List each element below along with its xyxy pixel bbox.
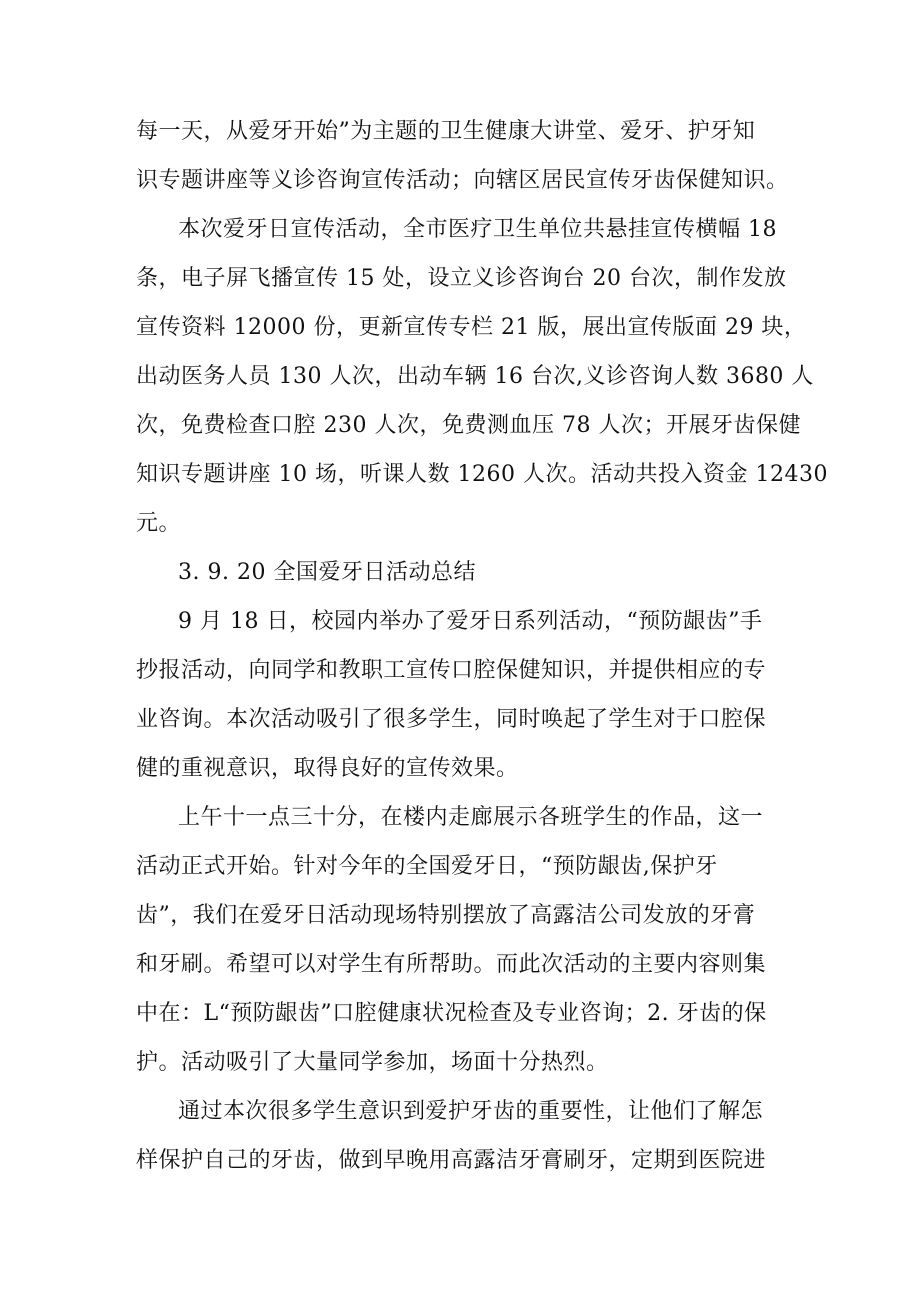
text-line: 元。 xyxy=(136,511,182,536)
text-line: 每一天，从爱牙开始”为主题的卫生健康大讲堂、爱牙、护牙知 xyxy=(136,119,756,144)
text-line: 识专题讲座等义诊咨询宣传活动；向辖区居民宣传牙齿保健知识。 xyxy=(136,168,789,193)
text-line: 通过本次很多学生意识到爱护牙齿的重要性，让他们了解怎 xyxy=(178,1099,764,1124)
text-line: 本次爱牙日宣传活动，全市医疗卫生单位共悬挂宣传横幅 18 xyxy=(178,217,777,242)
text-line: 和牙刷。希望可以对学生有所帮助。而此次活动的主要内容则集 xyxy=(136,952,767,977)
text-line: 9 月 18 日，校园内举办了爱牙日系列活动，“预防龈齿”手 xyxy=(178,609,763,634)
text-line: 活动正式开始。针对今年的全国爱牙日，“预防龈齿,保护牙 xyxy=(136,854,718,879)
text-line: 知识专题讲座 10 场，听课人数 1260 人次。活动共投入资金 12430 xyxy=(136,462,828,487)
text-line: 宣传资料 12000 份，更新宣传专栏 21 版，展出宣传版面 29 块， xyxy=(136,315,807,340)
text-line: 次，免费检查口腔 230 人次，免费测血压 78 人次；开展牙齿保健 xyxy=(136,413,801,438)
section-heading: 3. 9. 20 全国爱牙日活动总结 xyxy=(178,560,476,585)
text-line: 样保护自己的牙齿，做到早晚用高露洁牙膏刷牙，定期到医院进 xyxy=(136,1148,767,1173)
text-line: 上午十一点三十分，在楼内走廊展示各班学生的作品，这一 xyxy=(178,805,764,830)
text-line: 健的重视意识，取得良好的宣传效果。 xyxy=(136,756,519,781)
text-line: 条，电子屏飞播宣传 15 处，设立义诊咨询台 20 台次，制作发放 xyxy=(136,266,787,291)
text-line: 业咨询。本次活动吸引了很多学生，同时唤起了学生对于口腔保 xyxy=(136,707,767,732)
text-line: 中在：L“预防龈齿”口腔健康状况检查及专业咨询；2. 牙齿的保 xyxy=(136,1001,767,1026)
text-line: 齿”，我们在爱牙日活动现场特别摆放了高露洁公司发放的牙膏 xyxy=(136,903,756,928)
text-line: 出动医务人员 130 人次，出动车辆 16 台次,义诊咨询人数 3680 人 xyxy=(136,364,814,389)
text-line: 护。活动吸引了大量同学参加，场面十分热烈。 xyxy=(136,1050,609,1075)
text-line: 抄报活动，向同学和教职工宣传口腔保健知识，并提供相应的专 xyxy=(136,658,767,683)
